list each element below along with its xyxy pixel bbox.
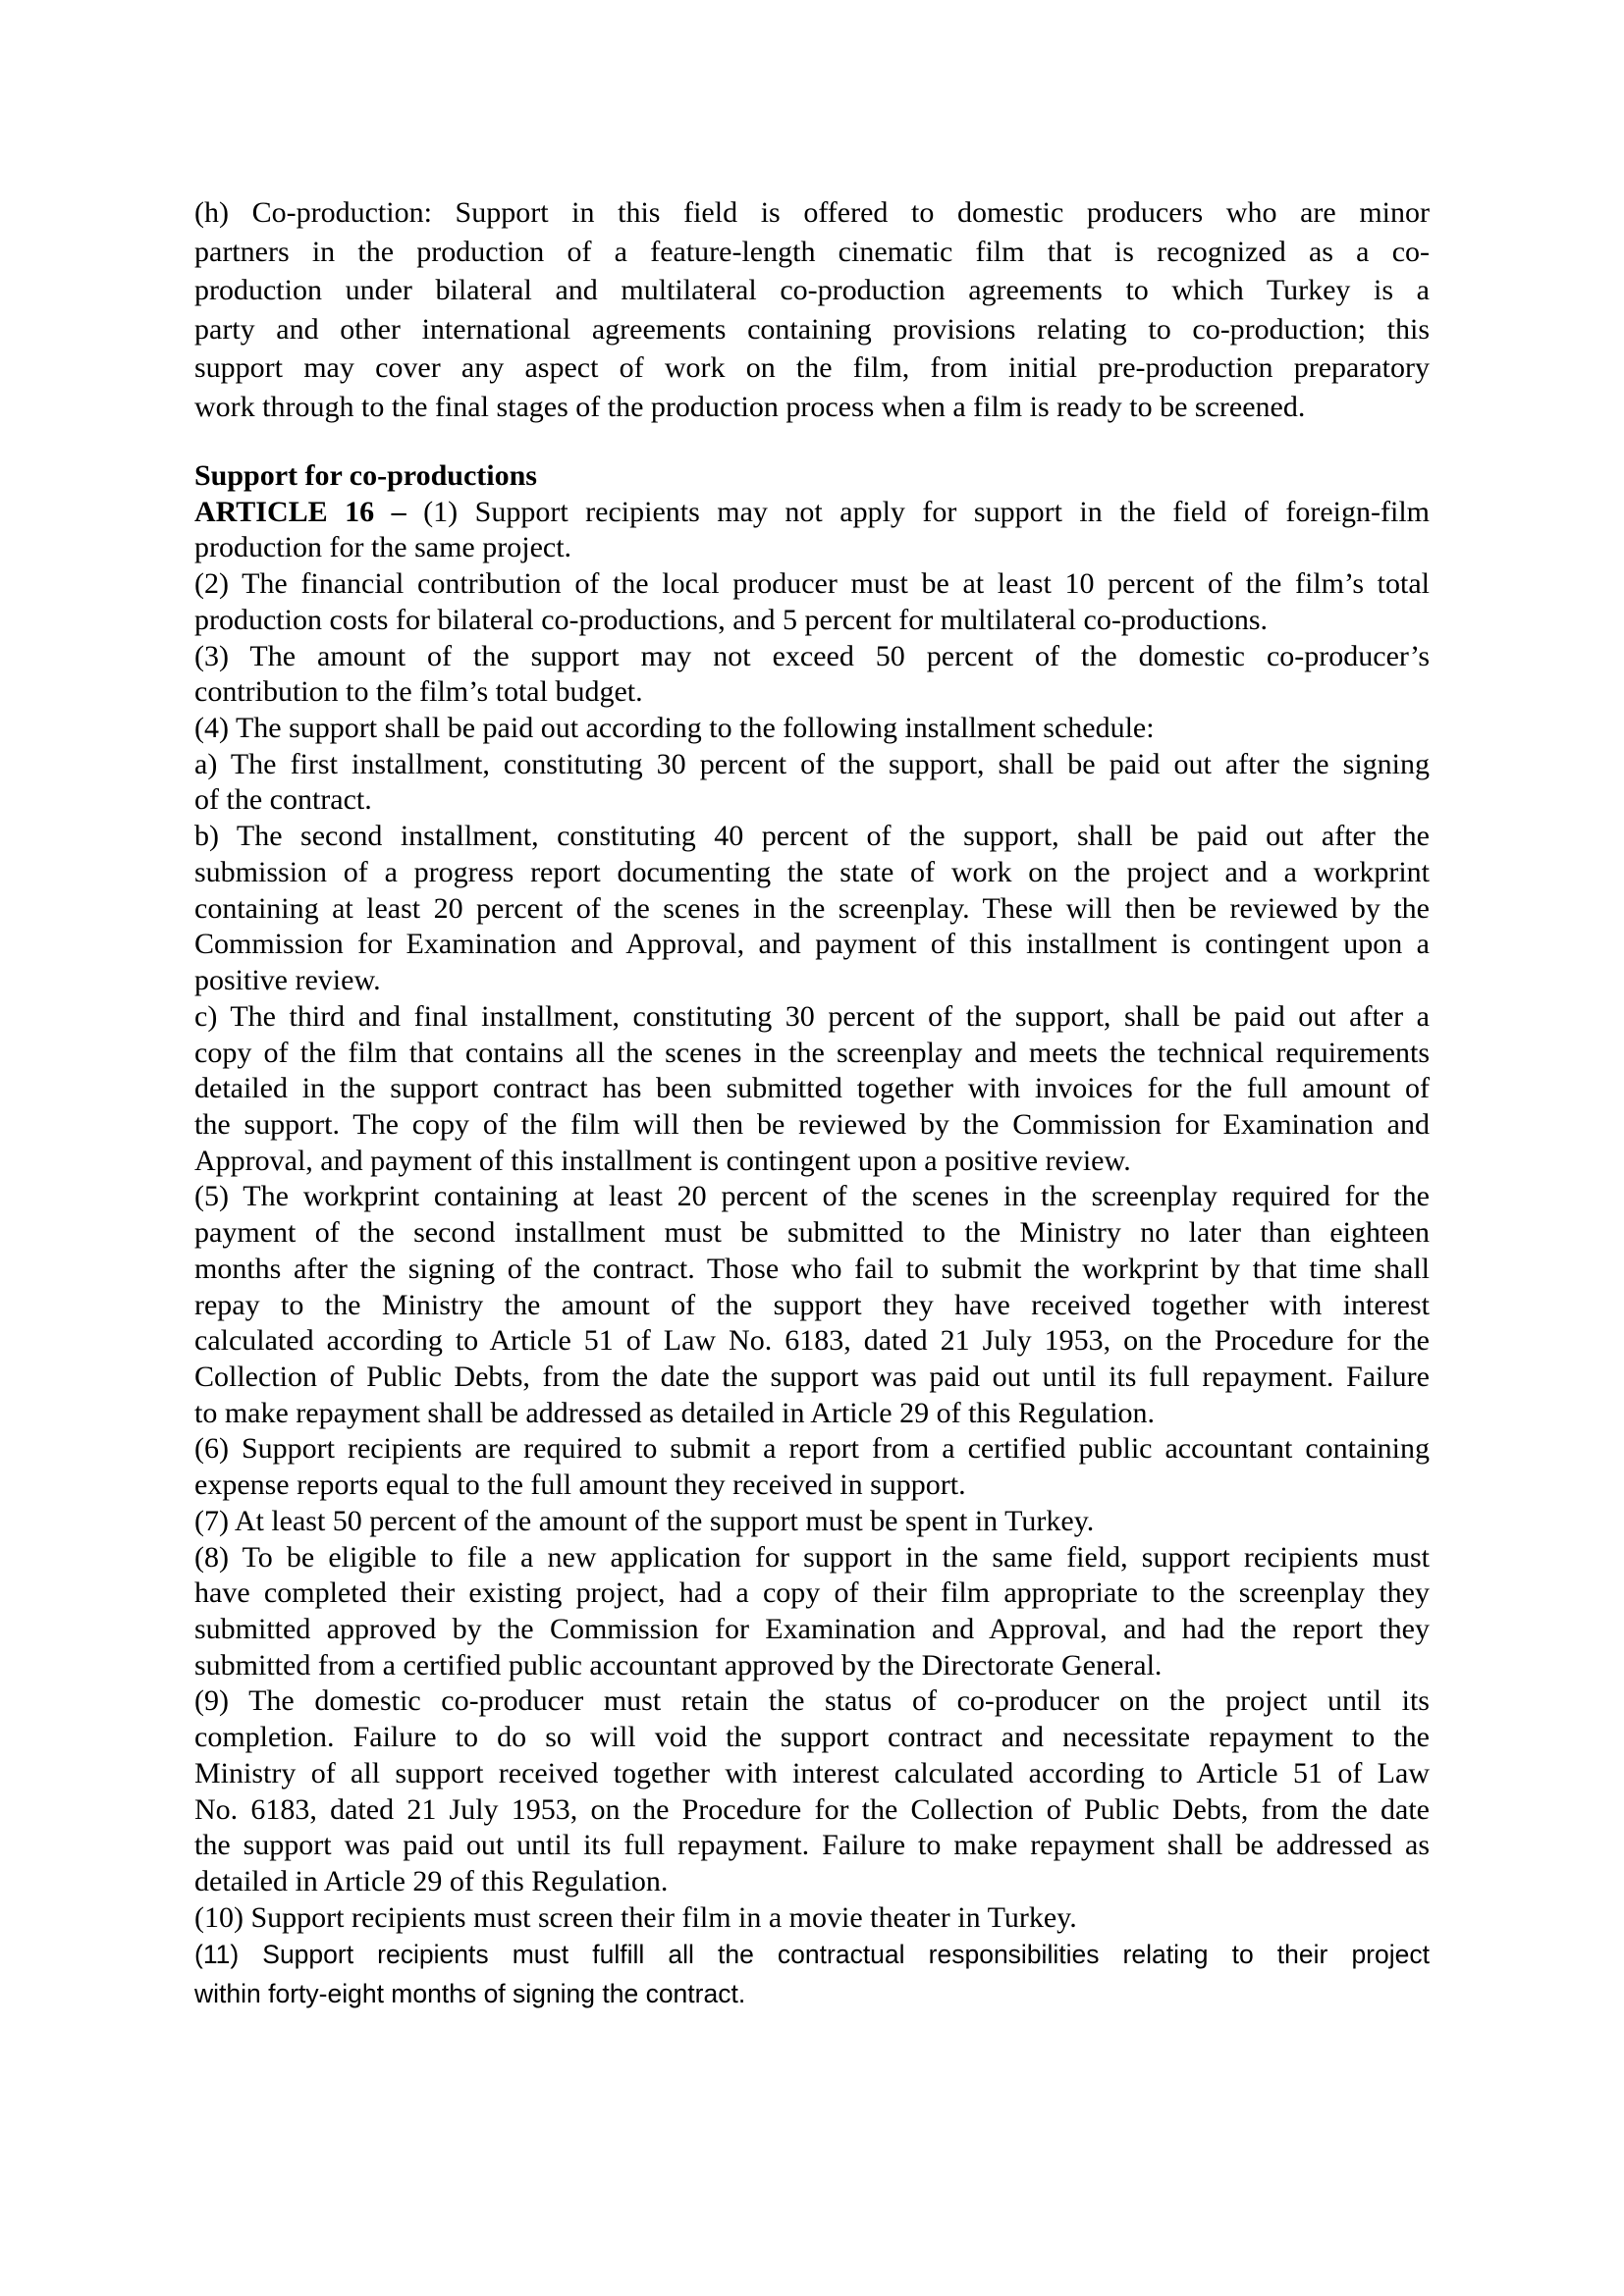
text-line: (9) The domestic co-producer must retain the status of co-producer on the project until its: [194, 1684, 1430, 1718]
text-line: (7) At least 50 percent of the amount of the support must be spent in Turkey.: [194, 1504, 1095, 1537]
text-line: (10) Support recipients must screen their film in a movie theater in Turkey.: [194, 1900, 1077, 1934]
text-line: No. 6183, dated 21 July 1953, on the Procedure for the Collection of Public Debts, from the date: [194, 1792, 1430, 1826]
text-line: detailed in the support contract has been submitted together with invoices for the full amount of: [194, 1072, 1430, 1105]
text-line: support may cover any aspect of work on the film, from initial pre-production preparatory: [194, 351, 1430, 385]
text-line: completion. Failure to do so will void the support contract and necessitate repayment to the: [194, 1721, 1430, 1754]
article-16-section: [194, 458, 1430, 1936]
paragraph-h-co-production: [194, 193, 1430, 427]
text-line: repay to the Ministry the amount of the support they have received together with interest: [194, 1288, 1430, 1321]
text-line: to make repayment shall be addressed as detailed in Article 29 of this Regulation.: [194, 1396, 1156, 1429]
article-first-line-text: (1) Support recipients may not apply for support in the field of foreign-film: [406, 495, 1430, 528]
section-heading: Support for co-productions: [194, 459, 537, 492]
text-line: production for the same project.: [194, 531, 572, 564]
text-line: containing at least 20 percent of the scenes in the screenplay. These will then be reviewed by the: [194, 891, 1430, 925]
text-line: submitted approved by the Commission for Examination and Approval, and had the report they: [194, 1613, 1430, 1645]
text-line: Collection of Public Debts, from the date the support was paid out until its full repayment. Failure: [194, 1360, 1430, 1393]
text-line: (8) To be eligible to file a new application for support in the same field, support recipients must: [194, 1540, 1430, 1574]
text-line: the support was paid out until its full repayment. Failure to make repayment shall be addressed as: [194, 1829, 1430, 1862]
article-first-line: [194, 495, 1430, 531]
text-line: submission of a progress report documenting the state of work on the project and a workprint: [194, 855, 1430, 888]
text-line: copy of the film that contains all the scenes in the screenplay and meets the technical requirements: [194, 1036, 1430, 1069]
text-line: submitted from a certified public accountant approved by the Directorate General.: [194, 1648, 1163, 1682]
text-line: expense reports equal to the full amount they received in support.: [194, 1468, 966, 1502]
text-line: (11) Support recipients must fulfill all the contractual responsibilities relating to their project: [194, 1940, 1430, 1969]
text-line: production costs for bilateral co-productions, and 5 percent for multilateral co-productions.: [194, 603, 1268, 636]
text-line: have completed their existing project, had a copy of their film appropriate to the screenplay they: [194, 1576, 1430, 1610]
text-line: Ministry of all support received together with interest calculated according to Article 51 of Law: [194, 1756, 1430, 1789]
text-line: (3) The amount of the support may not exceed 50 percent of the domestic co-producer’s: [194, 639, 1430, 672]
text-line: within forty-eight months of signing the contract.: [194, 1979, 746, 2008]
text-line: production under bilateral and multilateral co-production agreements to which Turkey is a: [194, 274, 1430, 307]
text-line: Commission for Examination and Approval, and payment of this installment is contingent upon a: [194, 928, 1430, 961]
text-line: of the contract.: [194, 783, 372, 817]
text-line: (4) The support shall be paid out according to the following installment schedule:: [194, 712, 1155, 745]
text-line: months after the signing of the contract. Those who fail to submit the workprint by that time shall: [194, 1252, 1430, 1285]
paragraph-11: [194, 1935, 1430, 2013]
text-line: (h) Co-production: Support in this field is offered to domestic producers who are minor: [194, 196, 1430, 229]
article-label: ARTICLE 16 –: [194, 495, 406, 528]
text-line: positive review.: [194, 964, 381, 997]
article-body: [194, 530, 1430, 1936]
text-line: calculated according to Article 51 of Law No. 6183, dated 21 July 1953, on the Procedure for the: [194, 1324, 1430, 1358]
text-line: c) The third and final installment, constituting 30 percent of the support, shall be paid out after a: [194, 999, 1430, 1033]
text-line: a) The first installment, constituting 30 percent of the support, shall be paid out after the signing: [194, 747, 1430, 780]
text-line: (5) The workprint containing at least 20 percent of the scenes in the screenplay required for the: [194, 1180, 1430, 1213]
text-line: Approval, and payment of this installment is contingent upon a positive review.: [194, 1144, 1131, 1177]
text-line: the support. The copy of the film will then be reviewed by the Commission for Examination and: [194, 1107, 1430, 1141]
text-line: (2) The financial contribution of the local producer must be at least 10 percent of the film’s total: [194, 567, 1430, 601]
text-line: payment of the second installment must be submitted to the Ministry no later than eighteen: [194, 1216, 1430, 1250]
text-line: contribution to the film’s total budget.: [194, 675, 643, 709]
text-line: b) The second installment, constituting 40 percent of the support, shall be paid out after the: [194, 820, 1430, 853]
text-line: detailed in Article 29 of this Regulation.: [194, 1865, 669, 1898]
text-line: work through to the final stages of the production process when a film is ready to be screened.: [194, 390, 1306, 423]
text-line: (6) Support recipients are required to submit a report from a certified public accountant containing: [194, 1432, 1430, 1466]
text-line: partners in the production of a feature-length cinematic film that is recognized as a co-: [194, 235, 1430, 268]
text-line: party and other international agreements containing provisions relating to co-production; this: [194, 312, 1430, 346]
